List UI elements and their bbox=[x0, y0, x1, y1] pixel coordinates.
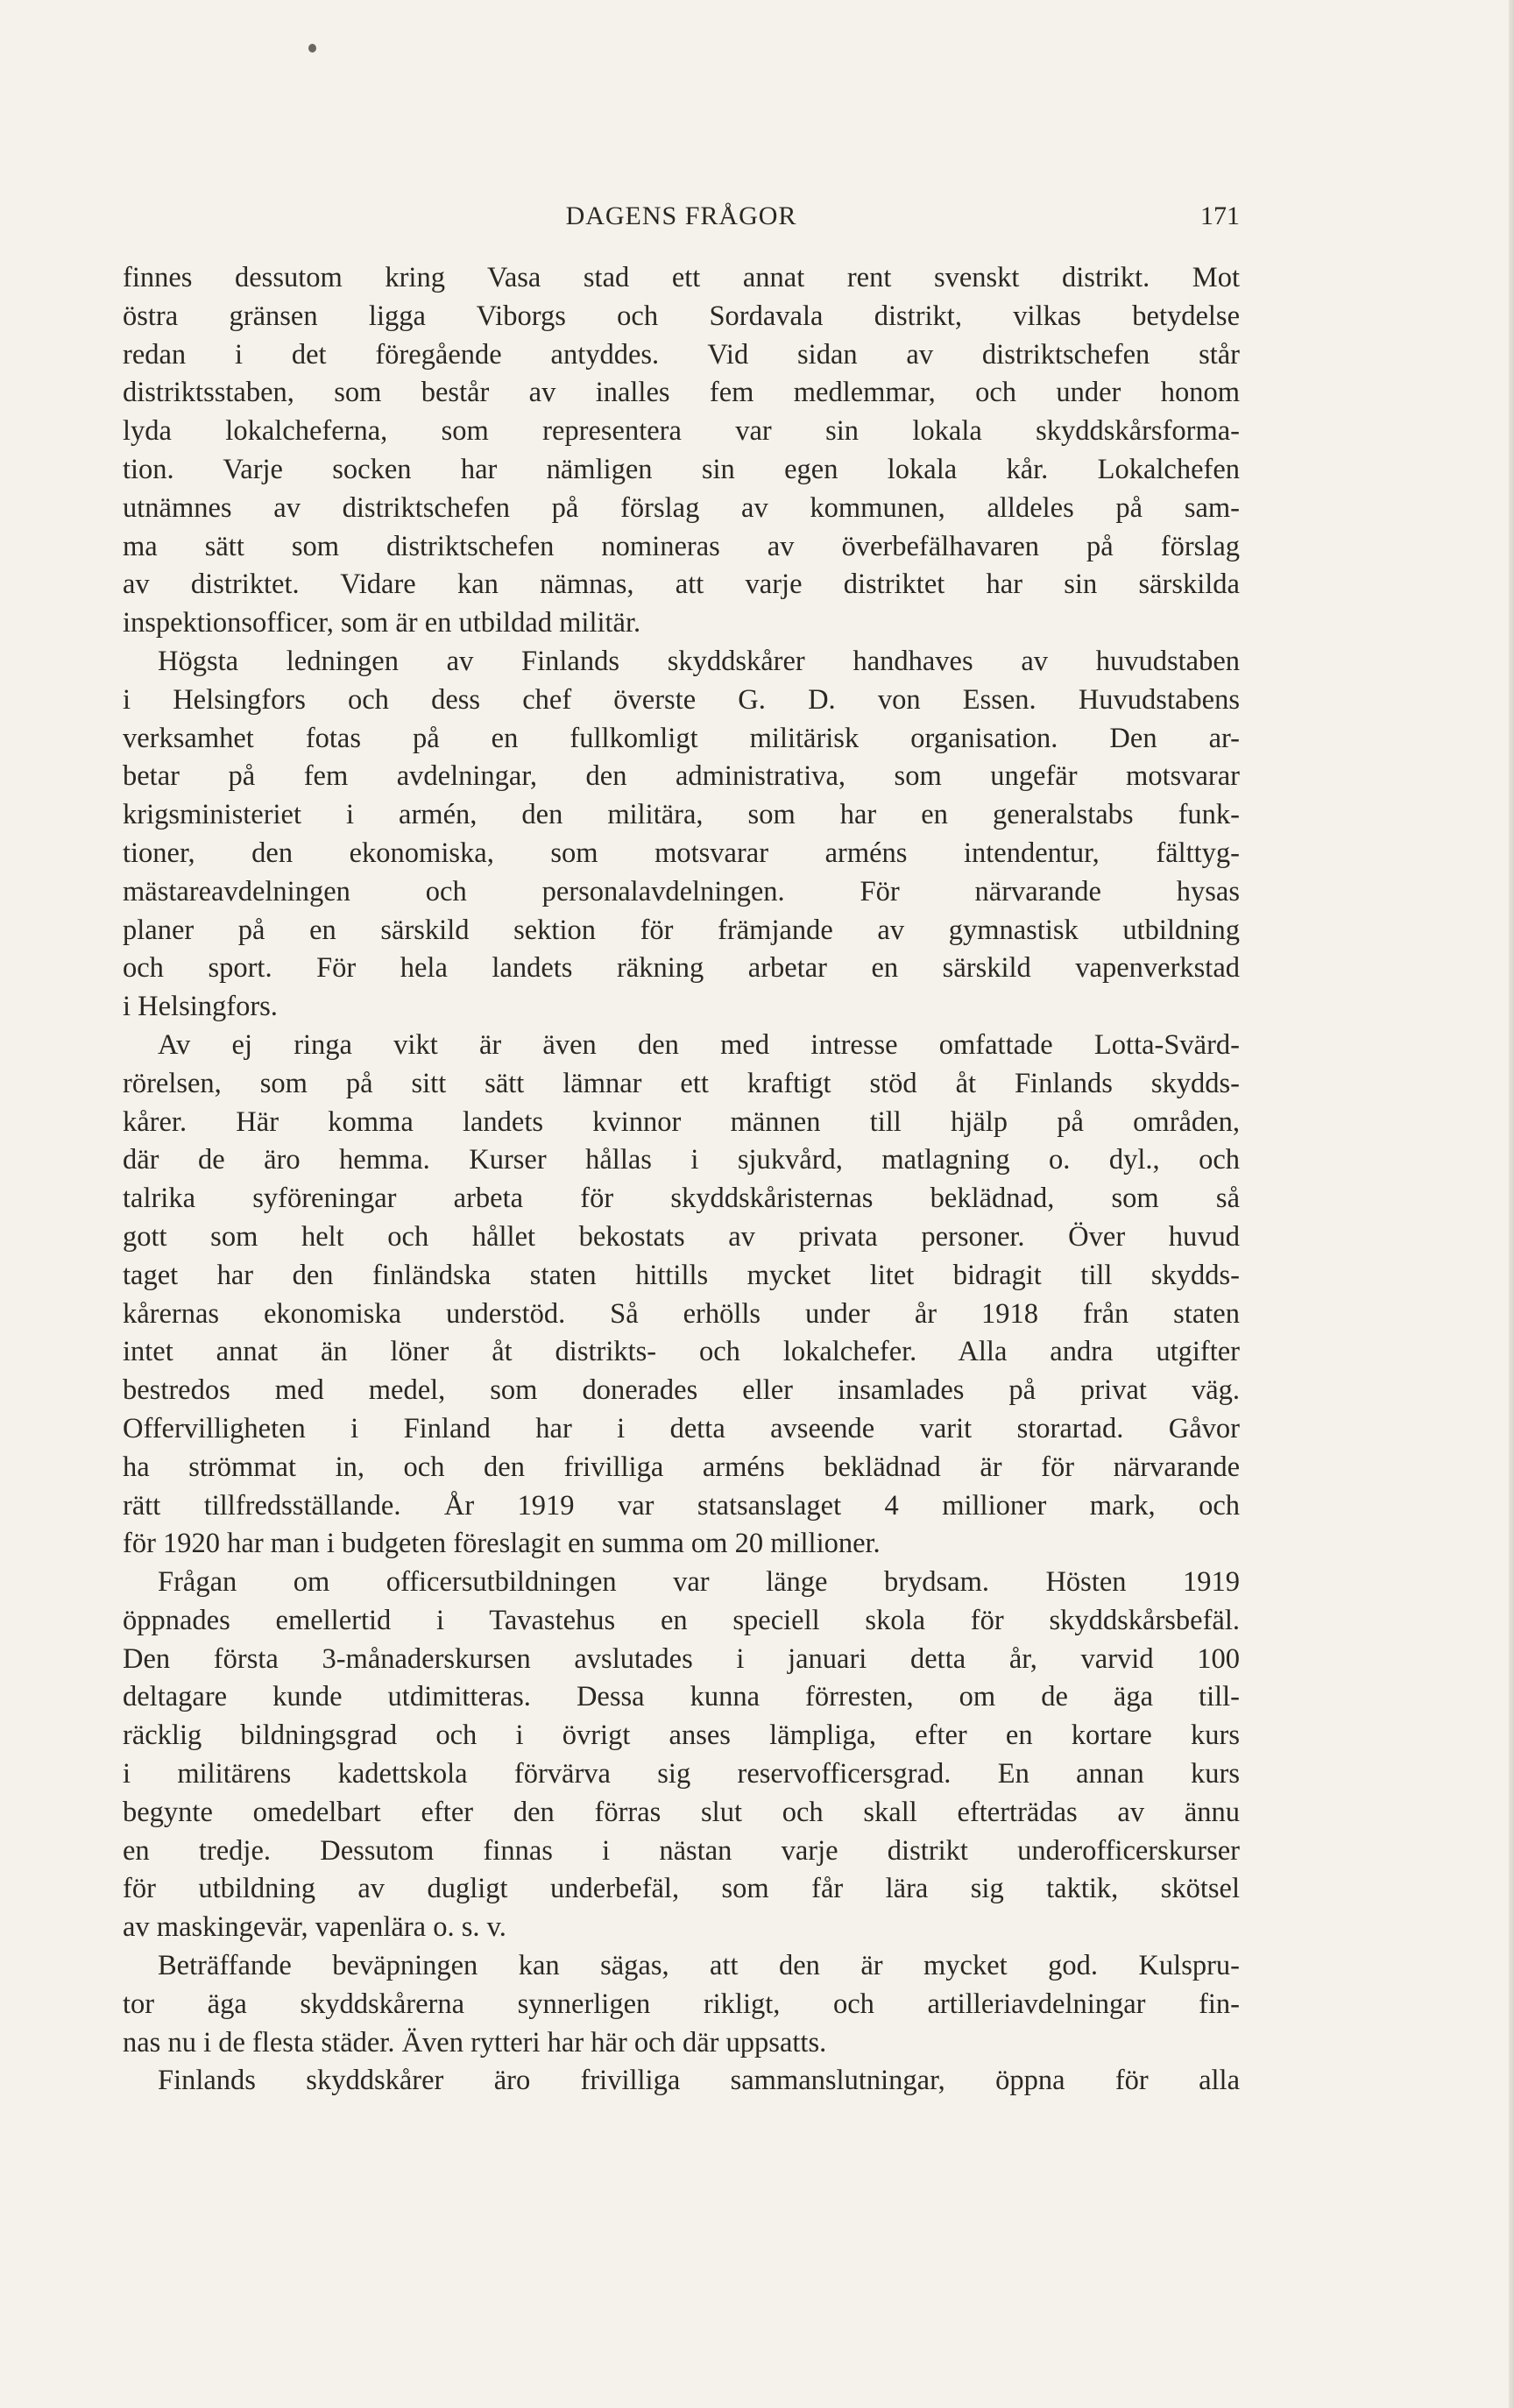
paragraph bbox=[123, 1564, 1240, 1947]
text-line: Frågan om officersutbildningen var länge brydsam. Hösten 1919 bbox=[158, 1566, 1240, 1599]
text-line: av maskingevär, vapenlära o. s. v. bbox=[123, 1911, 506, 1944]
paragraph bbox=[123, 1947, 1240, 2062]
body-text bbox=[123, 259, 1240, 2101]
paragraph bbox=[123, 643, 1240, 1027]
text-line: tioner, den ekonomiska, som motsvarar arméns intendentur, fälttyg- bbox=[123, 837, 1240, 869]
text-line: ma sätt som distriktschefen nomineras av överbefälhavaren på förslag bbox=[123, 530, 1240, 562]
text-line: i Helsingfors och dess chef överste G. D. von Essen. Huvudstabens bbox=[123, 683, 1240, 716]
text-line: talrika syföreningar arbeta för skyddskåristernas beklädnad, som så bbox=[123, 1183, 1240, 1215]
text-line: i militärens kadettskola förvärva sig reservofficersgrad. En annan kurs bbox=[123, 1758, 1240, 1790]
text-line: nas nu i de flesta städer. Även rytteri har här och där uppsatts. bbox=[123, 2026, 827, 2058]
text-line: utnämnes av distriktschefen på förslag av kommunen, alldeles på sam- bbox=[123, 491, 1240, 524]
text-line: begynte omedelbart efter den förras slut och skall efterträdas av ännu bbox=[123, 1796, 1240, 1828]
text-line: ha strömmat in, och den frivilliga arméns beklädnad är för närvarande bbox=[123, 1451, 1240, 1483]
text-line: distriktsstaben, som består av inalles fem medlemmar, och under honom bbox=[123, 377, 1240, 409]
text-line: för utbildning av dugligt underbefäl, som får lära sig taktik, skötsel bbox=[123, 1873, 1240, 1905]
text-line: Beträffande beväpningen kan sägas, att den är mycket god. Kulspru- bbox=[158, 1950, 1240, 1982]
text-line: och sport. För hela landets räkning arbetar en särskild vapenverkstad bbox=[123, 952, 1240, 985]
text-line: taget har den finländska staten hittills mycket litet bidragit till skydds- bbox=[123, 1259, 1240, 1291]
text-line: tor äga skyddskårerna synnerligen rikligt, och artilleriavdelningar fin- bbox=[123, 1988, 1240, 2020]
text-line: Finlands skyddskårer äro frivilliga sammanslutningar, öppna för alla bbox=[158, 2065, 1240, 2097]
page-header bbox=[123, 194, 1240, 238]
text-line: rörelsen, som på sitt sätt lämnar ett kraftigt stöd åt Finlands skydds- bbox=[123, 1067, 1240, 1099]
text-line: Offervilligheten i Finland har i detta avseende varit storartad. Gåvor bbox=[123, 1412, 1240, 1444]
text-line: mästareavdelningen och personalavdelningen. För närvarande hysas bbox=[123, 875, 1240, 907]
running-title: DAGENS FRÅGOR bbox=[565, 201, 797, 230]
text-line: tion. Varje socken har nämligen sin egen lokala kår. Lokalchefen bbox=[123, 453, 1240, 485]
paragraph bbox=[123, 2062, 1240, 2101]
text-line: betar på fem avdelningar, den administrativa, som ungefär motsvarar bbox=[123, 760, 1240, 793]
text-line: gott som helt och hållet bekostats av privata personer. Över huvud bbox=[123, 1220, 1240, 1253]
text-line: Högsta ledningen av Finlands skyddskårer handhaves av huvudstaben bbox=[158, 645, 1240, 677]
ink-speck bbox=[308, 44, 316, 53]
text-line: redan i det föregående antyddes. Vid sidan av distriktschefen står bbox=[123, 338, 1240, 371]
text-line: intet annat än löner åt distrikts- och lokalchefer. Alla andra utgifter bbox=[123, 1336, 1240, 1368]
text-line: östra gränsen ligga Viborgs och Sordavala distrikt, vilkas betydelse bbox=[123, 300, 1240, 332]
text-line: krigsministeriet i armén, den militära, som har en generalstabs funk- bbox=[123, 799, 1240, 831]
paragraph bbox=[123, 1027, 1240, 1564]
text-line: en tredje. Dessutom finnas i nästan varje distrikt underofficerskurser bbox=[123, 1834, 1240, 1867]
text-line: där de äro hemma. Kurser hållas i sjukvård, matlagning o. dyl., och bbox=[123, 1144, 1240, 1176]
text-line: i Helsingfors. bbox=[123, 991, 278, 1023]
paragraph bbox=[123, 259, 1240, 643]
text-line: Den första 3-månaderskursen avslutades i januari detta år, varvid 100 bbox=[123, 1642, 1240, 1675]
text-line: deltagare kunde utdimitteras. Dessa kunna förresten, om de äga till- bbox=[123, 1681, 1240, 1713]
text-line: planer på en särskild sektion för främjande av gymnastisk utbildning bbox=[123, 914, 1240, 946]
text-line: kårernas ekonomiska understöd. Så erhölls under år 1918 från staten bbox=[123, 1297, 1240, 1330]
page-number: 171 bbox=[1200, 201, 1240, 230]
text-line: rätt tillfredsställande. År 1919 var statsanslaget 4 millioner mark, och bbox=[123, 1489, 1240, 1522]
text-line: bestredos med medel, som donerades eller insamlades på privat väg. bbox=[123, 1374, 1240, 1407]
text-line: inspektionsofficer, som är en utbildad militär. bbox=[123, 607, 641, 639]
text-line: kårer. Här komma landets kvinnor männen till hjälp på områden, bbox=[123, 1105, 1240, 1138]
page-edge bbox=[1509, 0, 1514, 2408]
text-line: finnes dessutom kring Vasa stad ett annat rent svenskt distrikt. Mot bbox=[123, 262, 1240, 293]
text-line: Av ej ringa vikt är även den med intresse omfattade Lotta-Svärd- bbox=[158, 1028, 1240, 1061]
text-line: av distriktet. Vidare kan nämnas, att varje distriktet har sin särskilda bbox=[123, 568, 1240, 601]
text-line: för 1920 har man i budgeten föreslagit en summa om 20 millioner. bbox=[123, 1528, 881, 1560]
text-line: verksamhet fotas på en fullkomligt militärisk organisation. Den ar- bbox=[123, 722, 1240, 754]
text-line: räcklig bildningsgrad och i övrigt anses lämpliga, efter en kortare kurs bbox=[123, 1719, 1240, 1752]
text-line: öppnades emellertid i Tavastehus en speciell skola för skyddskårsbefäl. bbox=[123, 1604, 1240, 1636]
text-line: lyda lokalcheferna, som representera var sin lokala skyddskårsforma- bbox=[123, 415, 1240, 448]
